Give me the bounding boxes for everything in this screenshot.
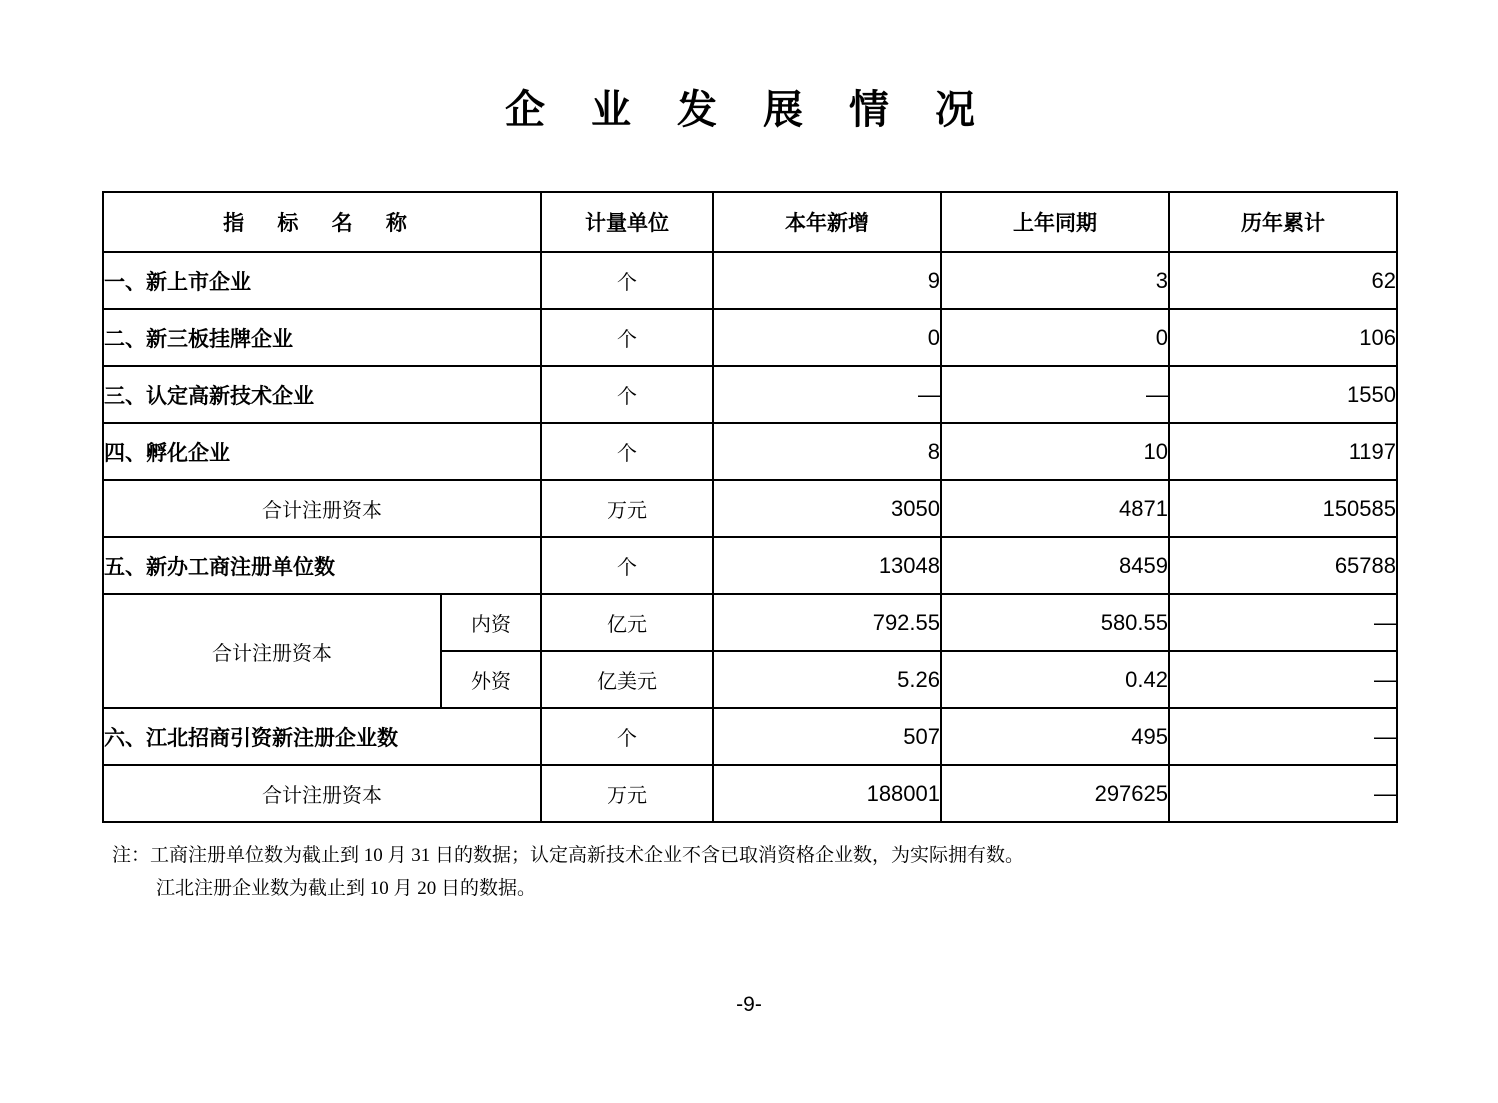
row-unit: 亿元 bbox=[541, 594, 713, 651]
table-row bbox=[103, 252, 1397, 309]
row-same-period: 3 bbox=[941, 252, 1169, 309]
row-same-period: 10 bbox=[941, 423, 1169, 480]
note-line-2: 江北注册企业数为截止到 10 月 20 日的数据。 bbox=[156, 878, 537, 900]
table-row bbox=[103, 537, 1397, 594]
row-cumulative: — bbox=[1169, 651, 1397, 708]
table-row bbox=[103, 309, 1397, 366]
table-row bbox=[103, 765, 1397, 822]
row-cumulative: 106 bbox=[1169, 309, 1397, 366]
row-unit: 个 bbox=[541, 309, 713, 366]
header-cumulative: 历年累计 bbox=[1169, 192, 1397, 252]
row-new-this-year: 188001 bbox=[713, 765, 941, 822]
header-unit: 计量单位 bbox=[541, 192, 713, 252]
row-label-merged: 合计注册资本 bbox=[103, 594, 441, 708]
row-sub-label: 外资 bbox=[441, 651, 541, 708]
table-row bbox=[103, 708, 1397, 765]
row-new-this-year: 0 bbox=[713, 309, 941, 366]
row-new-this-year: 3050 bbox=[713, 480, 941, 537]
row-cumulative: 62 bbox=[1169, 252, 1397, 309]
row-label: 合计注册资本 bbox=[103, 480, 541, 537]
row-unit: 个 bbox=[541, 423, 713, 480]
enterprise-development-table-wrap bbox=[102, 191, 1396, 823]
row-unit: 万元 bbox=[541, 765, 713, 822]
row-label: 一、新上市企业 bbox=[103, 252, 541, 309]
row-new-this-year: 5.26 bbox=[713, 651, 941, 708]
document-page bbox=[0, 78, 1498, 1103]
note-line-1: 注：工商注册单位数为截止到 10 月 31 日的数据；认定高新技术企业不含已取消资格企业数，为实际拥有数。 bbox=[112, 845, 1025, 866]
row-same-period: 0.42 bbox=[941, 651, 1169, 708]
row-cumulative: 65788 bbox=[1169, 537, 1397, 594]
row-sub-label: 内资 bbox=[441, 594, 541, 651]
row-label: 二、新三板挂牌企业 bbox=[103, 309, 541, 366]
row-unit: 万元 bbox=[541, 480, 713, 537]
row-unit: 个 bbox=[541, 708, 713, 765]
header-same-period-last-year: 上年同期 bbox=[941, 192, 1169, 252]
page-number: -9- bbox=[736, 993, 762, 1016]
row-new-this-year: 8 bbox=[713, 423, 941, 480]
row-cumulative: — bbox=[1169, 765, 1397, 822]
row-same-period: — bbox=[941, 366, 1169, 423]
row-unit: 个 bbox=[541, 537, 713, 594]
table-row bbox=[103, 366, 1397, 423]
row-new-this-year: 507 bbox=[713, 708, 941, 765]
row-label: 四、孵化企业 bbox=[103, 423, 541, 480]
row-same-period: 495 bbox=[941, 708, 1169, 765]
table-notes bbox=[102, 839, 1396, 906]
row-cumulative: — bbox=[1169, 594, 1397, 651]
enterprise-development-table bbox=[102, 191, 1398, 823]
row-label: 合计注册资本 bbox=[103, 765, 541, 822]
row-same-period: 0 bbox=[941, 309, 1169, 366]
header-indicator: 指 标 名 称 bbox=[103, 192, 541, 252]
row-same-period: 297625 bbox=[941, 765, 1169, 822]
page-title: 企 业 发 展 情 况 bbox=[505, 87, 993, 132]
row-unit: 亿美元 bbox=[541, 651, 713, 708]
row-new-this-year: 792.55 bbox=[713, 594, 941, 651]
row-label: 六、江北招商引资新注册企业数 bbox=[103, 708, 541, 765]
row-cumulative: 1197 bbox=[1169, 423, 1397, 480]
table-header-row bbox=[103, 192, 1397, 252]
row-same-period: 8459 bbox=[941, 537, 1169, 594]
row-new-this-year: 9 bbox=[713, 252, 941, 309]
header-new-this-year: 本年新增 bbox=[713, 192, 941, 252]
row-unit: 个 bbox=[541, 366, 713, 423]
table-row bbox=[103, 594, 1397, 651]
row-cumulative: 1550 bbox=[1169, 366, 1397, 423]
table-row bbox=[103, 423, 1397, 480]
row-new-this-year: — bbox=[713, 366, 941, 423]
table-row bbox=[103, 480, 1397, 537]
row-label: 五、新办工商注册单位数 bbox=[103, 537, 541, 594]
row-label: 三、认定高新技术企业 bbox=[103, 366, 541, 423]
row-same-period: 580.55 bbox=[941, 594, 1169, 651]
row-same-period: 4871 bbox=[941, 480, 1169, 537]
row-cumulative: 150585 bbox=[1169, 480, 1397, 537]
row-cumulative: — bbox=[1169, 708, 1397, 765]
row-new-this-year: 13048 bbox=[713, 537, 941, 594]
row-unit: 个 bbox=[541, 252, 713, 309]
